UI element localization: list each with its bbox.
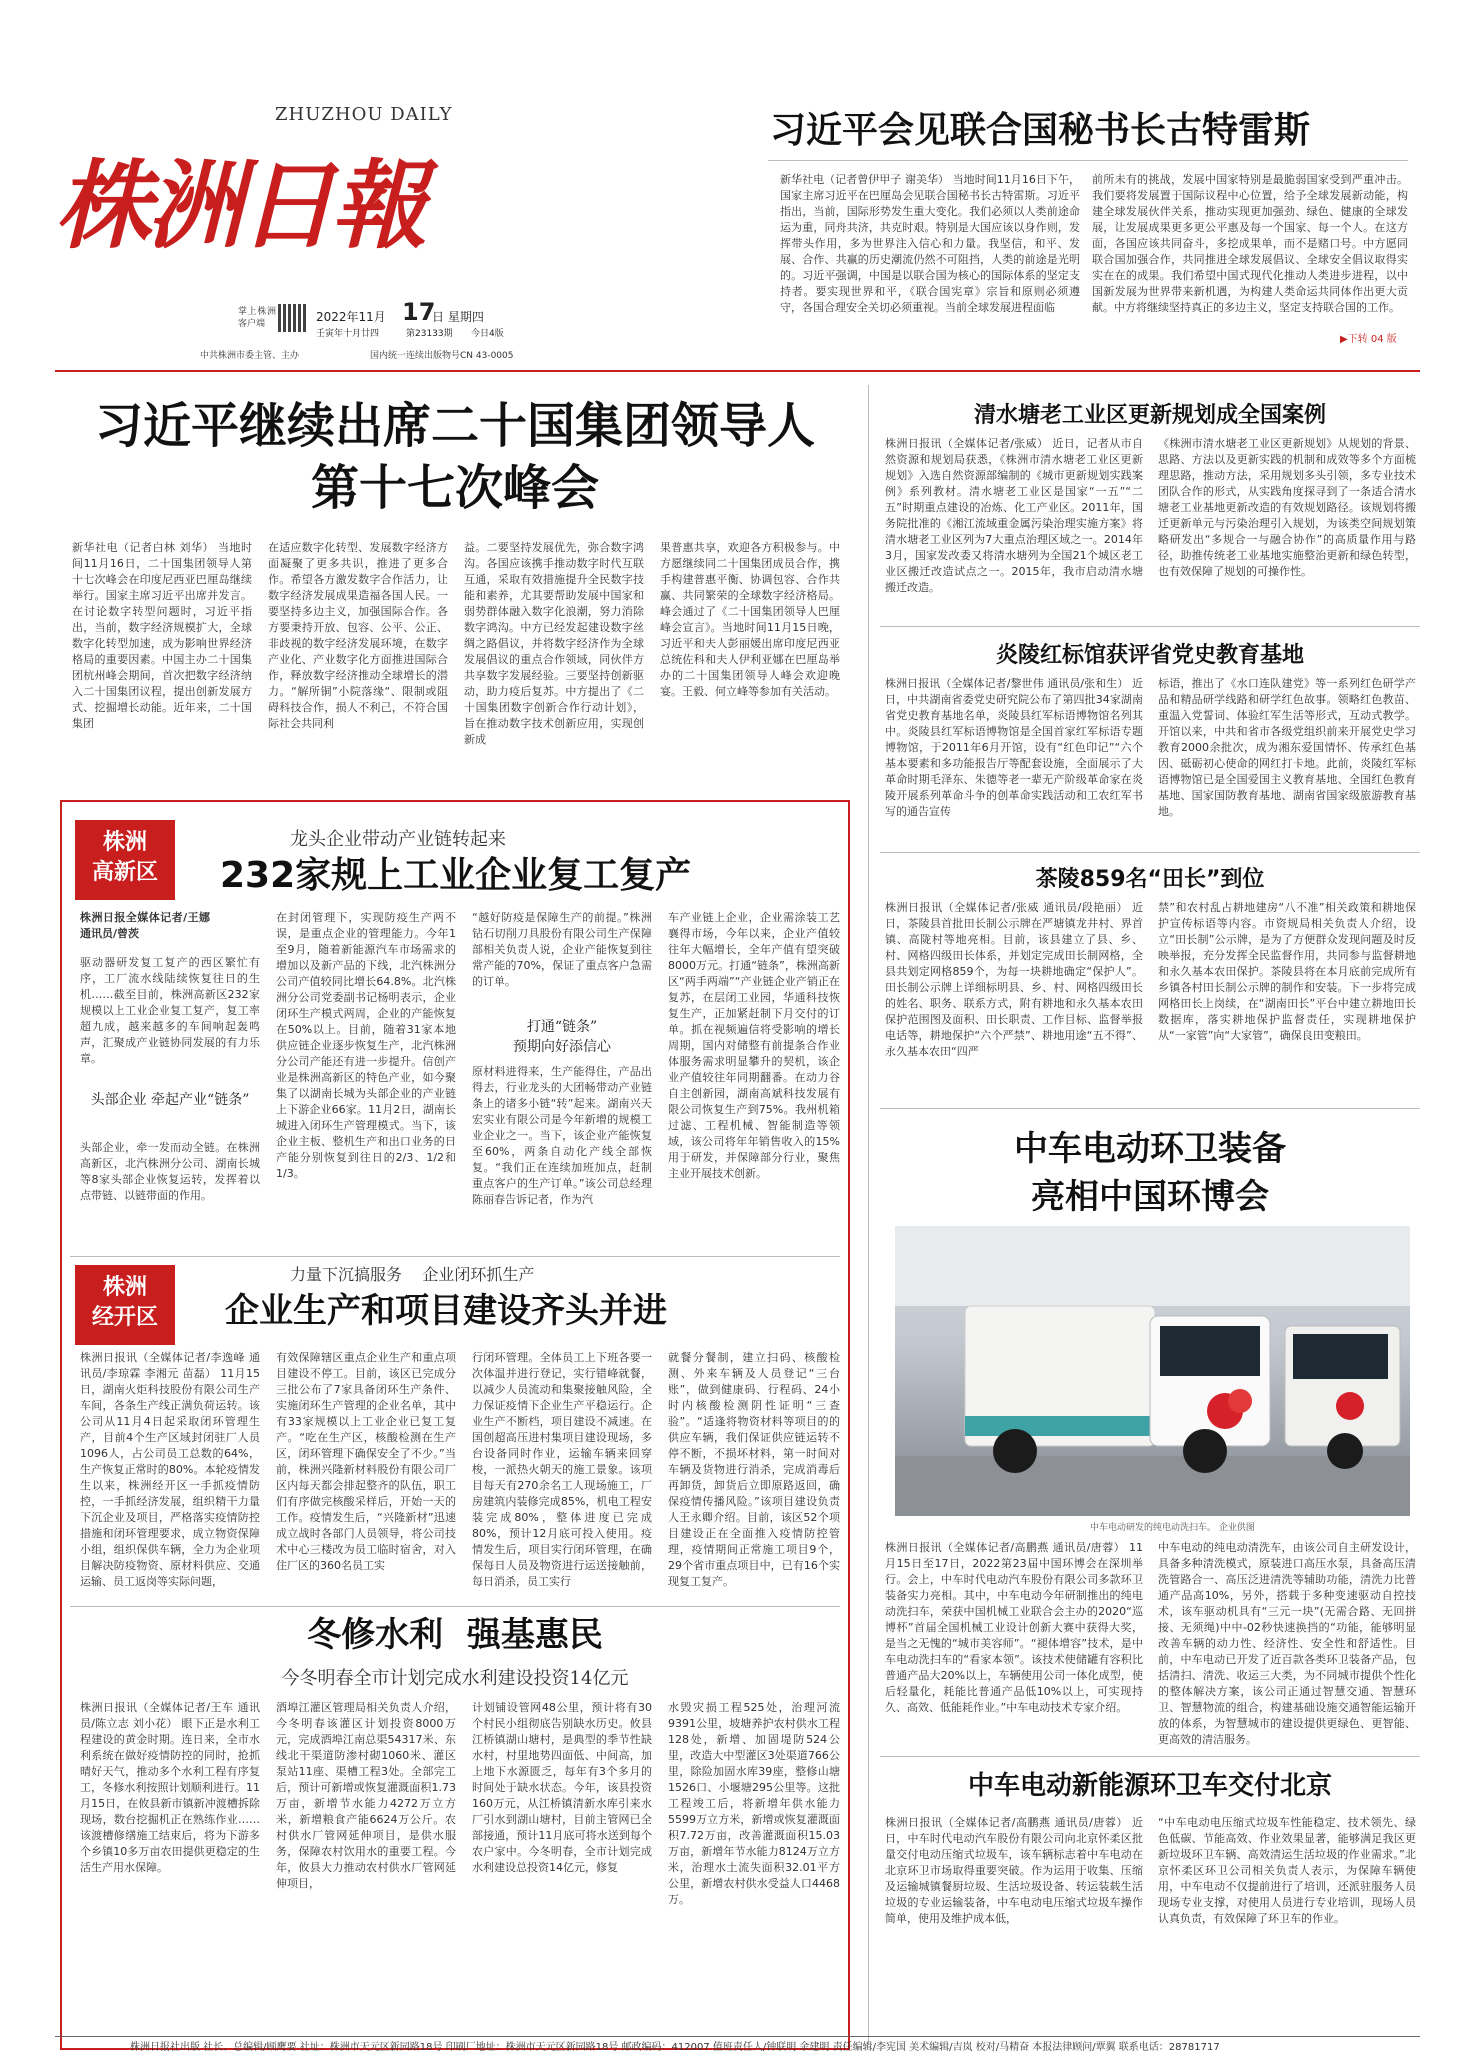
truck-illustration xyxy=(895,1226,1410,1516)
qingshui-col1: 株洲日报讯（全媒体记者/张威） 近日，记者从市自然资源和规划局获悉，《株洲市清水塘老工业区更新规划》入选自然资源部编制的《城市更新规划实践案例》系列教材。清水塘老工业区是国家“一五”“二五”时期重点建设的冶炼、化工产业区。2011年，国务院批准的《湘江流域重金属污染治理实施方案》将清水塘老工业区列为7大重点治理区域之一。2014年3月，国家发改委又将清水塘列为全国21个城区老工业区搬迁改造试点之一。2015年，我市启动清水塘搬迁改造。 xyxy=(885,437,1143,594)
sweeper-truck-photo xyxy=(895,1226,1410,1516)
qr-label: 掌上株洲客户端 xyxy=(238,307,276,329)
panel1-col2: 在封闭管理下，实现防疫生产两不误，是重点企业的管理能力。今年1至9月，随着新能源汽车市场需求的增加以及新产品的下线，北汽株洲分公司产值较同比增长64.8%。北汽株洲分公司党委副书记杨明表示，企业闭环生产模式两周，企业的产能恢复在50%以上。目前，随着31家本地供应链企业逐步恢复生产，北汽株洲分公司产能还有进一步提升。信创产业是株洲高新区的特色产业，如今聚集了以湖南长城为头部企业的产业链上下游企业66家。11月2日，湖南长城进入闭环生产管理模式。当下，该企业主板、整机生产和出口业务的日产能分别恢复到往日的2/3、1/2和1/3。 xyxy=(276,911,456,1180)
lead-col3: 益。二要坚持发展优先，弥合数字鸿沟。各国应该携手推动数字时代互联互通，采取有效措施提升全民数字技能和素养，尤其要帮助发展中国家和弱势群体融入数字化浪潮，努力消除数字鸿沟。中方已经发起建设数字丝绸之路倡议，并将数字经济作为全球发展倡议的重点合作领域，同伙伴方共享数字发展经验。三要坚持创新驱动，助力疫后复苏。中方提出了《二十国集团数字创新合作行动计划》，旨在推动数字技术创新应用，实现创新成 xyxy=(464,541,644,746)
water-col3: 计划铺设管网48公里，预计将有30个村民小组彻底告别缺水历史。攸县江桥镇湖山塘村，是典型的季节性缺水村，村里地势四面低、中间高，加上地下水源匮乏，每年有3个多月的时间处于缺水状态。今年，该县投资160万元，从江桥镇清新水库引来水厂引水到湖山塘村，目前主管网已全部接通，预计11月底可将水送到每个农户家中。今冬明春，全市计划完成水利建设总投资14亿元，修复 xyxy=(472,1701,652,1874)
chaling-headline: 茶陵859名“田长”到位 xyxy=(1035,867,1265,892)
masthead-rule xyxy=(55,370,1420,372)
crrc2-col2: “中车电动电压缩式垃圾车性能稳定、技术领先、绿色低碳、节能高效、作业效果显著，能够满足我区更新垃圾环卫车辆、高效清运生活垃圾的作业需求。”北京怀柔区环卫公司相关负责人表示，为保障车辆使用，中车电动不仅提前进行了培训，还派驻服务人员现场专业支撑，对使用人员进行专业培训，现场人员认真负责，有效保障了环卫车的作业。 xyxy=(1158,1816,1416,1925)
panel1-col4: 车产业链上企业，企业需涂装工艺襄得市场，今年以来，企业产值较往年大幅增长，全年产值有望突破8000万元。打通“链条”，株洲高新区“两手两端”“产业链企业产销正在复苏，在层闭工业园，华通科技恢复生产，正加紧赶制下月交付的订单。抓在视频遍信将受影响的增长周期，国内对储整有前提条合作业体服务需求明显攀升的契机，该企业产值较往年同期翻番。在动力谷自主创新园，湖南高斌科技发展有限公司恢复生产到75%。我州机箱过滤、工程机械、智能制造等领域，该公司将年年销售收入的15%用于研发，并保障部分行业，聚焦主业开展技术创新。 xyxy=(668,911,840,1180)
divider xyxy=(70,1606,840,1607)
crrc-headline-line2: 亮相中国环博会 xyxy=(1031,1177,1269,1217)
panel1-col1b: 头部企业，牵一发而动全链。在株洲高新区，北汽株洲分公司、湖南长城等8家头部企业恢复运转，发挥着以点带链、以链带面的作用。 xyxy=(80,1141,260,1202)
crrc-col2: 中车电动的纯电动清洗车，由该公司自主研发设计，具备多种清洗模式，原装进口高压水泵，具备高压清洗管路合一、高压泛进清洗等辅助功能，清洗力比普通产品高10%，另外，搭载于多种变速驱动自控技术，该车驱动机具有“三元一块”(无需合路、无回拼接、无须绳)中中-02秒快速换挡的“功能，能够明显改善车辆的动力性、经济性、安全性和舒适性。目前，中车电动已开发了近百款各类环卫装备产品，包括清扫、清洗、收运三大类，为不同城市提供个性化的整体解决方案，该公司正通过智慧交通、智慧环卫、智慧物流的组合，构建基础设施交通智能运输开放的体系，为智慧城市的建设提供更绿色、更智能、更高效的清洁服务。 xyxy=(1158,1541,1416,1746)
panel1-col1a: 驱动器研发复工复产的西区繁忙有序，工厂流水线陆续恢复往日的生机……截至目前，株洲高新区232家规模以上工业企业复工复产，复工率超九成，越来越多的车间响起轰鸣声，汇聚成产业链协同发展的有力乐章。 xyxy=(80,956,260,1065)
water-col2: 酒埠江灌区管理局相关负责人介绍，今冬明春该灌区计划投资8000万元，完成酒埠江南总渠54317米、东线北干渠道防渗村砌1060米、灌区泵站11座、渠槽工程3处。全部完工后，预计可新增或恢复灌溉面积1.73万亩，新增节水能力4272万立方米，新增粮食产能6624万公斤。农村供水厂管网延伸项目，是供水服务，保障农村饮用水的重要工程。今年，攸县大力推动农村供水厂管网延伸项目， xyxy=(276,1701,456,1890)
yanling-col2: 标语，推出了《水口连队建党》等一系列红色研学产品和精品研学线路和研学红色故事。领略红色教苗、重温入党誓词、体验红军生活等形式，互动式教学。开馆以来，中共和省市各级党组织前来开展党史学习教育2000余批次，成为湘东爱国情怀、传承红色基因、砥砺初心使命的网红打卡地。此前，炎陵红军标语博物馆已是全国爱国主义教育基地、全国红色教育基地、国家国防教育基地、湖南省国家级旅游教育基地。 xyxy=(1158,677,1416,818)
qingshui-col2: 《株洲市清水塘老工业区更新规划》从规划的背景、思路、方法以及更新实践的机制和成效等多个方面梳理思路，推动方法，采用规划多头引领，多专业技术团队合作的形式，从实践角度探寻到了一条适合清水塘老工业基地更新改造的有效规划路径。该规划将搬迁更新单元与污染治理引入规划，为该类空间规划策略研发出“多规合一与融合协作”的高质量作用与路径，助推传统老工业基地实施整治更新和绿色转型，也有效保障了规划的可操作性。 xyxy=(1158,437,1416,578)
panel1-col3b: 原材料进得来，生产能得住，产品出得去，行业龙头的大团畅带动产业链条上的诸多小链“转”起来。湖南兴天宏实业有限公司是今年新增的规模工业企业之一。当下，该企业产能恢复至60%，两条自动化产线全部恢复。“我们正在连续加班加点，赶制重点客户的生产订单。”该公司总经理陈丽春告诉记者，作为汽 xyxy=(472,1065,652,1206)
issue-weekday: 日 星期四 xyxy=(432,310,484,324)
panel1-col3a: “越好防疫是保障生产的前提。”株洲钻石切削刀具股份有限公司生产保障部相关负责人说，企业产能恢复到往常产能的70%，保证了重点客户急需的订单。 xyxy=(472,911,652,988)
panel1-byline: 株洲日报全媒体记者/王娜 通讯员/曾茨 xyxy=(80,911,210,940)
top-story-col2: 前所未有的挑战，发展中国家特别是最脆弱国家受到严重冲击。我们要将发展置于国际议程中心位置，给予全球发展新动能，构建全球发展伙伴关系，推动实现更加强劲、绿色、健康的全球发展，让发展成果更多更公平惠及每一个国家、每一个人。在这方面，各国应该共同奋斗，多挖成果单，而不是赌口号。中方愿同联合国加强合作，共同推进全球发展倡议、全球安全倡议取得实实在在的成果。我们希望中国式现代化推动人类进步进程，以中国新发展为世界带来新机遇，为构建人类命运共同体作出更大贡献。中方将继续坚持真正的多边主义，坚定支持联合国的工作。 xyxy=(1092,173,1408,314)
lead-headline xyxy=(60,395,850,519)
badge-jingkai-line1: 株洲 xyxy=(102,1275,147,1300)
chaling-col1: 株洲日报讯（全媒体记者/张威 通讯员/段艳丽） 近日，茶陵县首批田长制公示牌在严塘镇龙井村、界首镇、高陇村等地亮相。目前，该县建立了县、乡、村、网格四级田长体系，并划定完成田长制网格，全县共划定网格859个，为每一块耕地确定“保护人”。田长制公示牌上详细标明县、乡、村、网格四级田长的姓名、职务、联系方式，附有耕地和永久基本农田保护范围图及面积、田长职责、工作目标、监督举报电话等，耕地保护“六个严禁”、耕地用途“五不得”、永久基本农田“四严 xyxy=(885,901,1143,1058)
panel2-col1: 株洲日报讯（全媒体记者/李逸峰 通讯员/李琼霖 李湘元 苗磊） 11月15日，湖南火炬科技股份有限公司生产车间，各条生产线正满负荷运转。该公司从11月4日起采取闭环管理生产，目前4个生产区域封闭驻厂人员1096人，占公司员工总数的64%，生产恢复正常时的80%。本轮疫情发生以来，株洲经开区一手抓疫情防控，一手抓经济发展，组织精干力量下沉企业及项目，严格落实疫情防控措施和闭环管理要求，成立物资保障小组，组织保供车辆，全力为企业项目解决防疫物资、原材料供应、交通运输、员工返岗等实际问题， xyxy=(80,1351,260,1588)
badge-gaoxin-line1: 株洲 xyxy=(102,830,147,855)
crrc2-col1: 株洲日报讯（全媒体记者/高鹏燕 通讯员/唐蓉） 近日，中车时代电动汽车股份有限公司向北京怀柔区批量交付电动压缩式垃圾车，该车辆标志着中车电动在北京环卫市场取得重要突破。作为运用于收集、压缩及运输城镇餐厨垃圾、生活垃圾设备、转运装载生活垃圾的专业运输装备，中车电动电压缩式垃圾车操作简单，使用及维护成本低， xyxy=(885,1816,1143,1925)
top-story-col1: 新华社电（记者曾伊甲子 谢美华） 当地时间11月16日下午，国家主席习近平在巴厘岛会见联合国秘书长古特雷斯。习近平指出，当前，国际形势发生重大变化。我们必须以人类前途命运为重，同舟共济，共克时艰。特别是大国应该以身作则，发挥带头作用，多为世界注入信心和力量。我坚信，和平、发展、合作、共赢的历史潮流仍然不可阻挡，人类的前途是光明的。习近平强调，中国是以联合国为核心的国际体系的坚定支持者。要实现世界和平，《联合国宪章》宗旨和原则必须遵守，各国合理安全关切必须重视。当前全球发展进程面临 xyxy=(780,173,1080,314)
divider xyxy=(880,1108,1420,1109)
divider xyxy=(868,385,869,2045)
divider xyxy=(768,160,1408,161)
panel2-kicker: 力量下沉搞服务 企业闭环抓生产 xyxy=(290,1265,535,1284)
water-subhead: 今冬明春全市计划完成水利建设投资14亿元 xyxy=(281,1668,629,1689)
yanling-col1: 株洲日报讯（全媒体记者/黎世伟 通讯员/张和生） 近日，中共湖南省委党史研究院公布了第四批34家湖南省党史教育基地名单，炎陵县红军标语博物馆名列其中。炎陵县红军标语博物馆是全国首家红军标语专题博物馆，于2011年6月开馆，设有“红色印记”“六个基本要素和多功能报告厅等配套设施，全面展示了大革命时期毛泽东、朱德等老一辈无产阶级革命家在炎陵开展系列革命斗争的创革命实践活动和工农红军书写的通告宣传 xyxy=(885,677,1143,818)
chaling-col2: 禁”和农村乱占耕地建房“八不准”相关政策和耕地保护宣传标语等内容。市资规局相关负责人介绍，设立“田长制”公示牌，是为了方便群众发现问题及时反映举报，充分发挥全民监督作用，共同参与监督耕地和永久基本农田保护。茶陵县将在本月底前完成所有乡镇各村田长制公示牌的制作和安装。下一步将完成网格田长上岗续，在“湖南田长”平台中建立耕地田长数据库，落实耕地保护监督责任，实现耕地保护从“一家管”向“大家管”，确保良田变粮田。 xyxy=(1158,901,1416,1042)
issue-pages: 今日4版 xyxy=(471,329,504,339)
issue-day: 17 xyxy=(402,298,436,326)
panel1-sub1: 头部企业 牵起产业“链条” xyxy=(90,1092,250,1108)
qr-code xyxy=(278,304,306,332)
crrc-headline-line1: 中车电动环卫装备 xyxy=(1014,1129,1286,1169)
footer-rule xyxy=(55,2036,1420,2037)
issue-lunar: 壬寅年十月廿四 xyxy=(316,329,380,339)
badge-jingkai xyxy=(75,1265,175,1345)
panel2-col3: 行闭环管理。全体员工上下班各要一次体温并进行登记，实行错峰就餐，以减少人员流动和集聚接触风险，全力保证疫情下企业生产平稳运行。企业生产不断档，项目建设不减速。在国创超高压进村集项目建设现场，多台设备同时作业，运输车辆来回穿梭，一派热火朝天的施工景象。该项目每天有270余名工人现场施工，厂房建筑内装修完成85%，机电工程安装完成80%，整体进度已完成80%，预计12月底可投入使用。疫情发生后，项目实行闭环管理，在确保每日人员及物资进行运送接触前，每日消杀，员工实行 xyxy=(472,1351,652,1588)
lead-col1: 新华社电（记者白林 刘华） 当地时间11月16日，二十国集团领导人第十七次峰会在印度尼西亚巴厘岛继续举行。国家主席习近平出席并发言。在讨论数字转型问题时，习近平指出，当前，数字经济规模扩大，全球数字化转型加速，成为影响世界经济格局的重要因素。中国主办二十国集团杭州峰会期间，首次把数字经济纳入二十国集团议程，提出创新发展方式、挖掘增长动能。近年来，二十国集团 xyxy=(72,541,252,730)
panel1-headline: 232家规上工业企业复工复产 xyxy=(220,855,692,896)
badge-gaoxin-line2: 高新区 xyxy=(91,860,158,885)
panel2-headline: 企业生产和项目建设齐头并进 xyxy=(225,1291,667,1331)
crrc-col1: 株洲日报讯（全媒体记者/高鹏燕 通讯员/唐蓉） 11月15日至17日，2022第23届中国环博会在深圳举行。会上，中车时代电动汽车股份有限公司多款环卫装备实力亮相。其中，中车电动今年研制推出的纯电动洗扫车，荣获中国机械工业联合会主办的2020“巡博杯”首届全国机械工业设计创新大赛中获得大奖，是当之无愧的“城市美容师”。“褪体增容”技术，是中车电动洗扫车的“看家本领”。该技术使储罐有容积比普通产品大20%以上，车辆使用公司一体化成型，使后轻量化，耗能比普通产品低10%以上，可实现持久、高效、低能耗作业。”中车电动技术专家介绍。 xyxy=(885,1541,1143,1714)
divider xyxy=(70,1256,840,1257)
divider xyxy=(880,852,1420,853)
panel2-col4: 就餐分餐制，建立扫码、核酸检测、外来车辆及人员登记“三台账”，做到健康码、行程码、24小时内核酸检测阴性证明“三查验”。“适逢将物资材料等项目的的供应车辆，我们保证供应链运转不停不断，不损坏材料，第一时间对车辆及货物进行消杀，完成消毒后再卸货，卸货后立即原路返回，确保疫情传播风险。”该项目建设负责人王永卿介绍。目前，该区52个项目建设正在全面推入疫情防控管理，疫情期间正常施工项目9个，29个省市重点项目中，已有16个实现复工复产。 xyxy=(668,1351,840,1588)
masthead-title: 株洲日報 xyxy=(55,149,423,262)
lead-headline-line2: 第十七次峰会 xyxy=(310,460,599,516)
water-col1: 株洲日报讯（全媒体记者/王车 通讯员/陈立志 刘小花） 眼下正是水利工程建设的黄金时期。连日来，全市水利系统在做好疫情防控的同时，抢抓晴好天气，推动多个水利工程有序复工，冬修水利按照计划顺利进行。11月15日，在攸县新市镇新冲渡槽拆除现场，数台挖掘机正在熟练作业……该渡槽修缮施工结束后，将为下游多个乡镇10多万亩农田提供更稳定的生活生产用水保障。 xyxy=(80,1701,260,1874)
divider xyxy=(880,1756,1420,1757)
crrc-headline xyxy=(885,1125,1415,1221)
water-headline: 冬修水利 强基惠民 xyxy=(307,1615,603,1655)
water-col4: 水毁灾损工程525处，治理河流9391公里，坡塘养护农村供水工程128处，新增、加固堤防524公里，改造大中型灌区3处渠道766公里，除险加固水库39座，整修山塘1526口、小堰塘295公里等。这批工程竣工后，将新增年供水能力5599万立方米，新增或恢复灌溉面积7.72万亩，改善灌溉面积15.03万亩，新增年节水能力8124万立方米，治理水土流失面积32.01平方公里，新增农村供水受益人口4468万。 xyxy=(668,1701,840,1906)
issue-date: 2022年11月 xyxy=(316,310,386,324)
panel1-sub2b: 预期向好添信心 xyxy=(513,1039,611,1055)
panel1-sub2a: 打通“链条” xyxy=(526,1019,598,1035)
masthead-pinyin: ZHUZHOU DAILY xyxy=(275,104,453,125)
panel1-kicker: 龙头企业带动产业链转起来 xyxy=(290,829,506,850)
badge-gaoxin xyxy=(75,820,175,900)
divider xyxy=(880,626,1420,627)
publisher: 中共株洲市委主管、主办 xyxy=(200,351,300,361)
lead-headline-line1: 习近平继续出席二十国集团领导人 xyxy=(94,398,815,454)
issue-number: 第23133期 xyxy=(406,329,453,339)
yanling-headline: 炎陵红标馆获评省党史教育基地 xyxy=(995,643,1304,668)
top-story-headline: 习近平会见联合国秘书长古特雷斯 xyxy=(770,110,1311,151)
issue-date-block xyxy=(316,300,556,340)
lead-col4: 果普惠共享，欢迎各方积极参与。中方愿继续同二十国集团成员合作，携手构建普惠平衡、协调包容、合作共赢、共同繁荣的全球数字经济格局。峰会通过了《二十国集团领导人巴厘峰会宣言》。当地时间11月15日晚，习近平和夫人彭丽媛出席印度尼西亚总统佐科和夫人伊利亚娜在巴厘岛举办的二十国集团领导人峰会欢迎晚宴。王毅、何立峰等参加有关活动。 xyxy=(660,541,840,698)
badge-jingkai-line2: 经开区 xyxy=(91,1305,158,1330)
crrc2-headline: 中车电动新能源环卫车交付北京 xyxy=(967,1771,1332,1801)
footer-text: 株洲日报社出版 社长、总编辑/顾鹰要 社址：株洲市天元区新园路18号 印刷厂地址：株洲市天元区新园路18号 邮政编码：412007 值班责任人/钟联明 余建明 责任编辑/李宪国 美术编辑/吉岚 校对/马精奋 本报法律顾问/覃翼 联系电话：28781717 xyxy=(130,2042,1220,2053)
qingshui-headline: 清水塘老工业区更新规划成全国案例 xyxy=(973,403,1326,428)
lead-col2: 在适应数字化转型、发展数字经济方面凝聚了更多共识，推进了更多合作。希望各方激发数字合作活力，让数字经济发展成果造福各国人民。一要坚持多边主义，加强国际合作。各方要秉持开放、包容、公平、公正、非歧视的数字经济发展环境，在数字产业化、产业数字化方面推进国际合作，释放数字经济推动全球增长的潜力。“解所铜”小院落缘“、限制或阻碍科技合作，损人不利己，不符合国际社会共同利 xyxy=(268,541,448,730)
turn-page-link[interactable]: ▶下转 04 版 xyxy=(1340,334,1397,345)
cn-number: 国内统一连续出版物号CN 43-0005 xyxy=(370,351,514,361)
panel2-col2: 有效保障辖区重点企业生产和重点项目建设不停工。目前，该区已完成分三批公布了7家具备闭环生产条件、实施闭环生产管理的企业名单，其中有33家规模以上工业企业已复工复产。“吃在生产区，核酸检测在生产区，闭环管理下确保安全了不少。”当前，株洲兴隆新材料股份有限公司厂区内每天都会排起整齐的队伍，职工们有序做完核酸采样后，开始一天的工作。疫情发生后，“兴隆新材”迅速成立战时各部门人员领导，将公司技术中心三楼改为员工临时宿舍，对入住厂区的360名员工实 xyxy=(276,1351,456,1572)
photo-caption: 中车电动研发的纯电动洗扫车。 企业供图 xyxy=(1090,1523,1255,1533)
